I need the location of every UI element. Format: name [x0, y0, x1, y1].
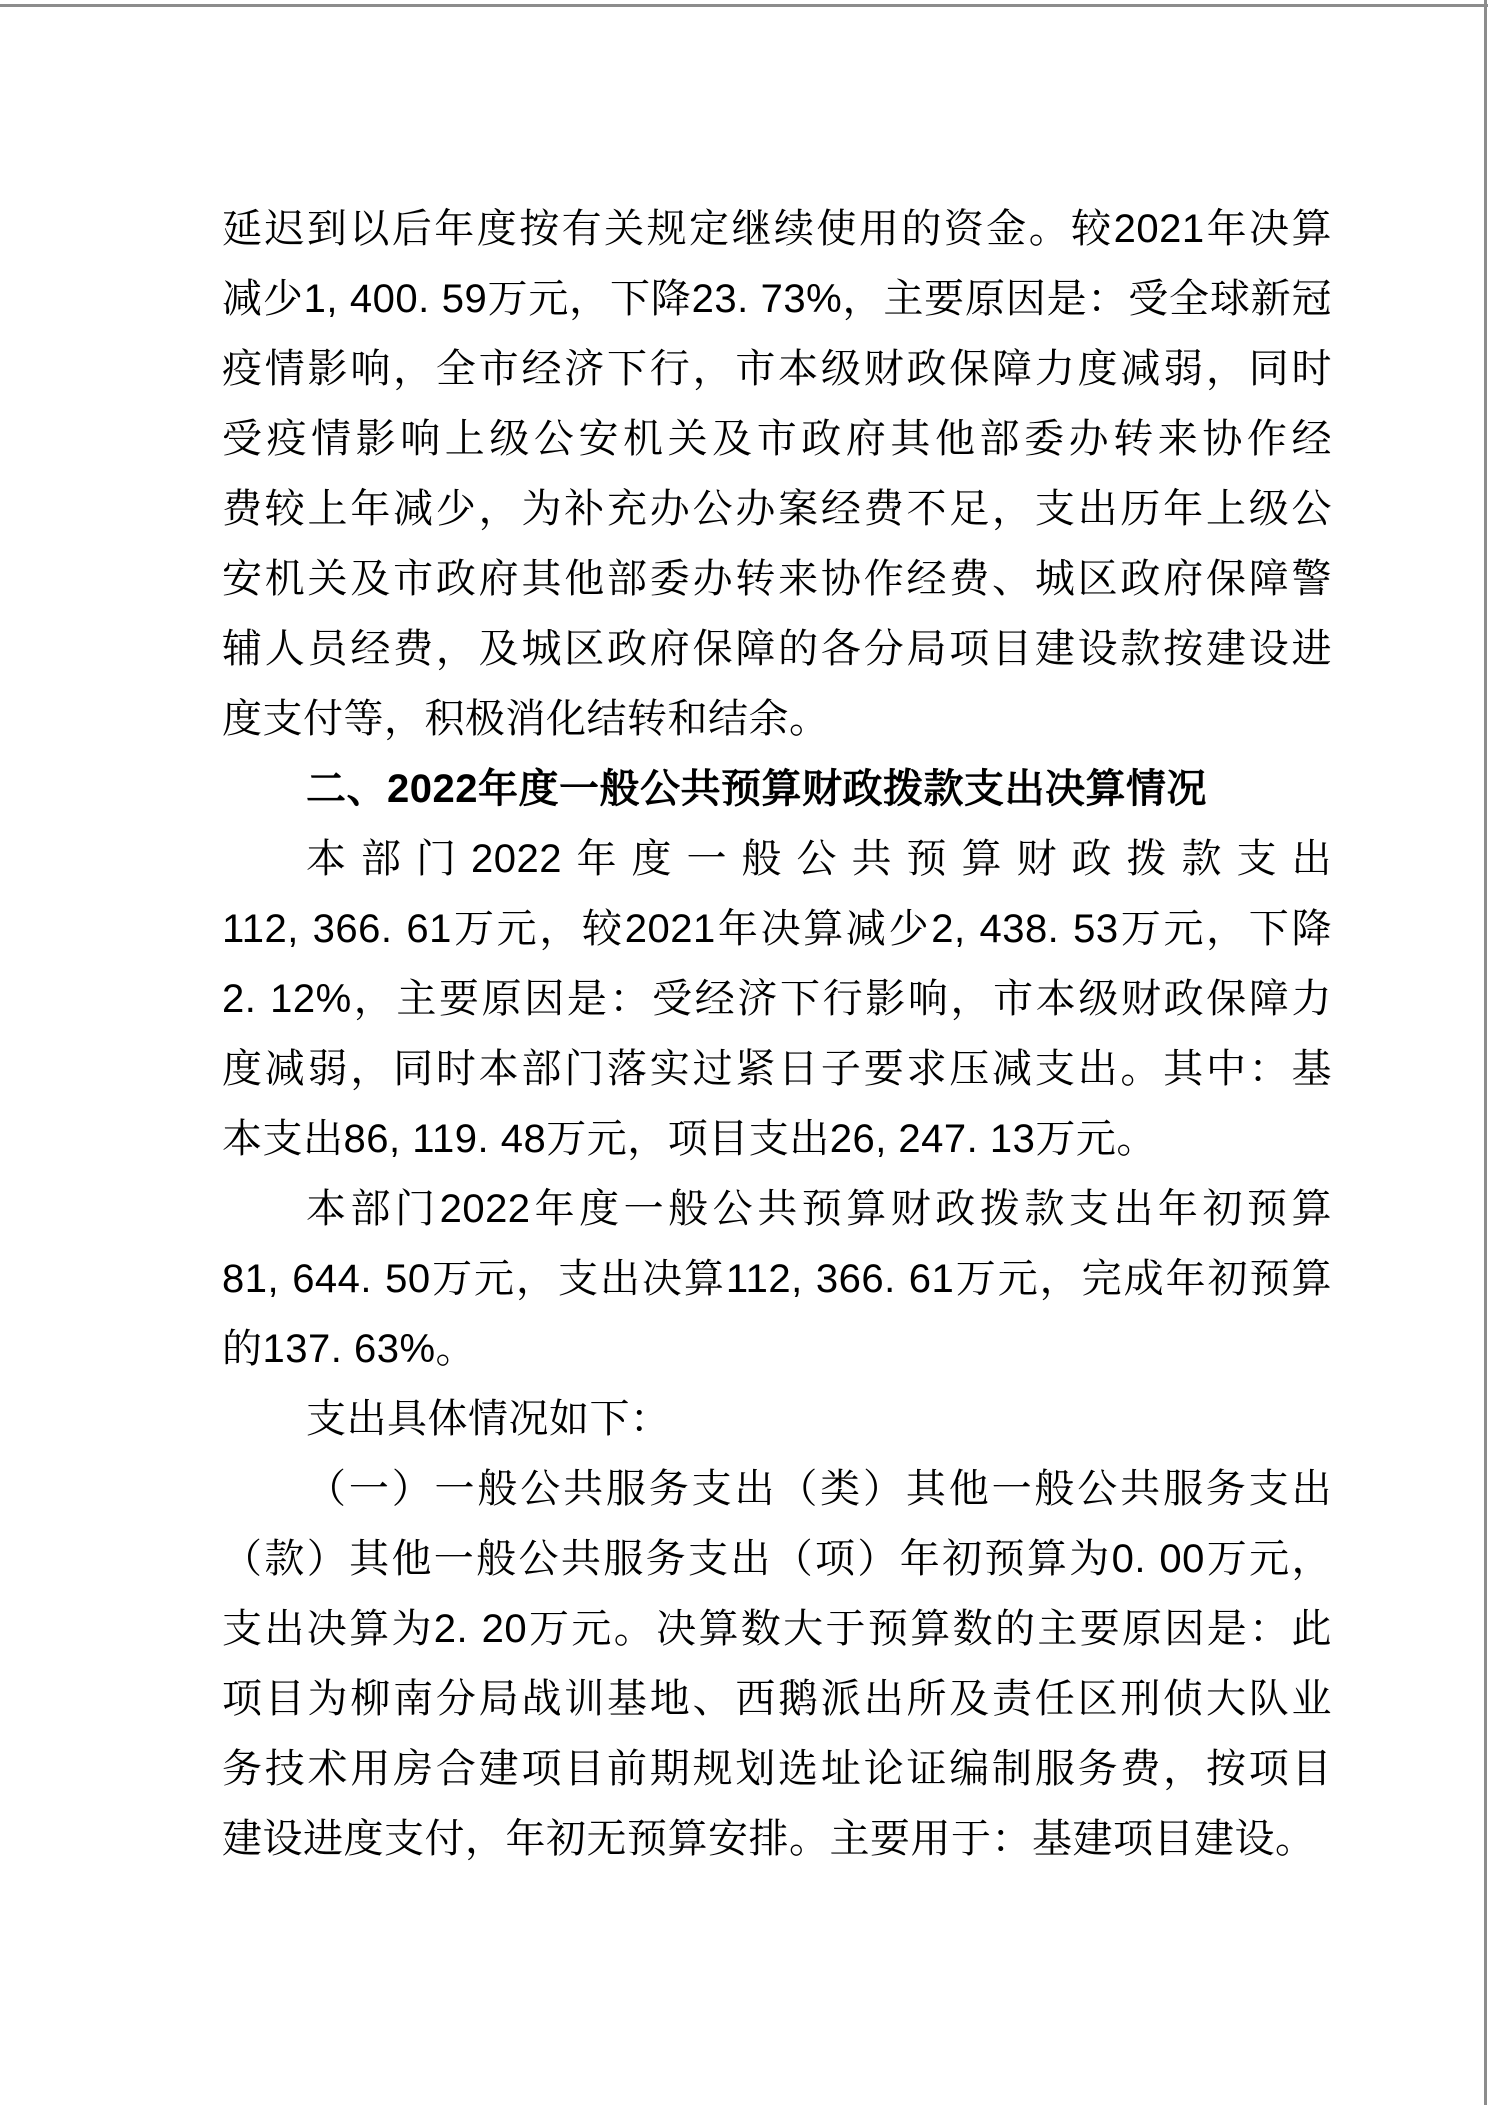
text-line: 度减弱，同时本部门落实过紧日子要求压减支出。其中：基 [222, 1047, 1332, 1091]
text-line: 建设进度支付，年初无预算安排。主要用于：基建项目建设。 [222, 1817, 1316, 1861]
scan-edge-right-line [1484, 0, 1487, 2105]
text-line: 本部门2022年度一般公共预算财政拨款支出 [306, 837, 1332, 881]
text-line: 延迟到以后年度按有关规定继续使用的资金。较2021年决算 [222, 207, 1332, 251]
text-line: 务技术用房合建项目前期规划选址论证编制服务费，按项目 [222, 1747, 1332, 1791]
text-line: （一）一般公共服务支出（类）其他一般公共服务支出 [306, 1467, 1332, 1511]
text-line: 度支付等，积极消化结转和结余。 [222, 697, 830, 741]
text-line: 112, 366. 61万元，较2021年决算减少2, 438. 53万元，下降 [222, 907, 1332, 951]
text-line: 的137. 63%。 [222, 1327, 477, 1371]
text-line: 费较上年减少，为补充办公办案经费不足，支出历年上级公 [222, 487, 1332, 531]
text-line: 支出具体情况如下： [306, 1397, 671, 1441]
text-line: 本部门2022年度一般公共预算财政拨款支出年初预算 [306, 1187, 1332, 1231]
scan-edge-top-line [0, 4, 1488, 7]
text-line: 2. 12%，主要原因是：受经济下行影响，市本级财政保障力 [222, 977, 1332, 1021]
text-line: 本支出86, 119. 48万元，项目支出26, 247. 13万元。 [222, 1117, 1157, 1161]
text-line: 81, 644. 50万元，支出决算112, 366. 61万元，完成年初预算 [222, 1257, 1332, 1301]
text-line: 疫情影响，全市经济下行，市本级财政保障力度减弱，同时 [222, 347, 1332, 391]
text-line: （款）其他一般公共服务支出（项）年初预算为0. 00万元， [222, 1537, 1332, 1581]
text-line: 受疫情影响上级公安机关及市政府其他部委办转来协作经 [222, 417, 1332, 461]
text-line: 安机关及市政府其他部委办转来协作经费、城区政府保障警 [222, 557, 1332, 601]
section-heading: 二、2022年度一般公共预算财政拨款支出决算情况 [306, 767, 1207, 811]
text-line: 减少1, 400. 59万元，下降23. 73%，主要原因是：受全球新冠 [222, 277, 1332, 321]
text-line: 支出决算为2. 20万元。决算数大于预算数的主要原因是：此 [222, 1607, 1332, 1651]
text-line: 辅人员经费，及城区政府保障的各分局项目建设款按建设进 [222, 627, 1332, 671]
document-text-block [222, 194, 1332, 1874]
text-line: 项目为柳南分局战训基地、西鹅派出所及责任区刑侦大队业 [222, 1677, 1332, 1721]
